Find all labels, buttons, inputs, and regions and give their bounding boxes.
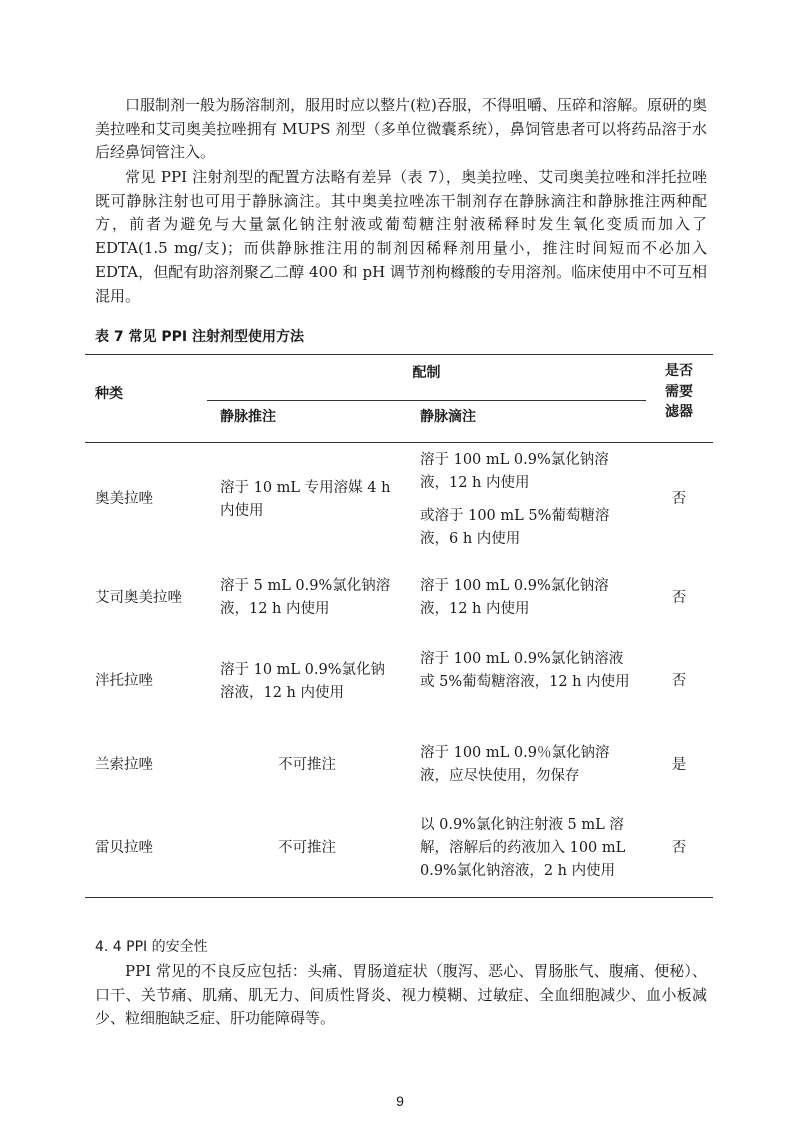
header-preparation: 配制 — [412, 365, 441, 381]
table-row-filter: 否 — [671, 491, 687, 507]
table-row-push: 溶于 10 mL 专用溶媒 4 h 内使用 — [220, 480, 391, 519]
header-filter — [650, 361, 708, 423]
table-bottom-rule — [85, 897, 713, 898]
table-row-drip: 溶于 100 mL 0.9%氯化钠溶液，12 h 内使用 — [420, 452, 609, 491]
table-row-push: 溶于 5 mL 0.9%氯化钠溶液，12 h 内使用 — [220, 578, 391, 617]
table-row-filter: 是 — [671, 757, 687, 773]
paragraph-safety: PPI 常见的不良反应包括：头痛、胃肠道症状（腹泻、恶心、胃肠胀气、腹痛、便秘）、口干、关节痛、肌痛、肌无力、间质性肾炎、视力模糊、过敏症、全血细胞减少、血小板减少、粒细胞缺乏症、肝功能障碍等。 — [95, 962, 707, 1028]
table-prep-subrule — [207, 400, 646, 401]
table-row-push: 不可推注 — [278, 840, 336, 856]
table-row-drip: 以 0.9%氯化钠注射液 5 mL 溶解，溶解后的药液加入 100 mL 0.9%氯化钠溶液，2 h 内使用 — [420, 817, 626, 879]
table-row-filter: 否 — [671, 840, 687, 856]
table-row-kind: 兰索拉唑 — [95, 757, 153, 773]
table-row-drip: 溶于 100 mL 0.9％氯化钠溶液，应尽快使用，勿保存 — [420, 745, 610, 784]
header-kind: 种类 — [95, 386, 123, 402]
header-filter-line2: 需要 — [665, 383, 693, 400]
table-row-kind: 泮托拉唑 — [95, 673, 153, 689]
table-row-push: 溶于 10 mL 0.9%氯化钠溶液，12 h 内使用 — [220, 662, 385, 701]
table-header-rule — [85, 442, 713, 443]
header-iv-push: 静脉推注 — [220, 409, 276, 425]
table-row-kind: 艾司奥美拉唑 — [95, 590, 182, 606]
table-row-drip-alt: 或溶于 100 mL 5%葡萄糖溶液，6 h 内使用 — [420, 508, 610, 547]
page-number: 9 — [396, 1093, 404, 1109]
section-heading: 4. 4 PPI 的安全性 — [95, 939, 208, 955]
table-caption: 表 7 常见 PPI 注射剂型使用方法 — [95, 329, 304, 345]
paragraph-oral-formulation: 口服制剂一般为肠溶制剂，服用时应以整片(粒)吞服，不得咀嚼、压碎和溶解。原研的奥美拉唑和艾司奥美拉唑拥有 MUPS 剂型（多单位微囊系统），鼻饲管患者可以将药品溶于水后经鼻饲管注入。 — [95, 96, 707, 162]
table-top-rule — [85, 354, 713, 355]
table-row-drip: 溶于 100 mL 0.9%氯化钠溶液，12 h 内使用 — [420, 578, 609, 617]
table-row-push: 不可推注 — [278, 757, 336, 773]
header-iv-drip: 静脉滴注 — [420, 409, 476, 425]
header-filter-line3: 滤器 — [665, 404, 693, 420]
table-row-kind: 奥美拉唑 — [95, 491, 153, 507]
table-row-filter: 否 — [671, 590, 687, 606]
table-row-kind: 雷贝拉唑 — [95, 840, 153, 856]
header-filter-line1: 是否 — [665, 363, 693, 379]
table-row-drip: 溶于 100 mL 0.9%氯化钠溶液或 5%葡萄糖溶液，12 h 内使用 — [420, 651, 630, 690]
paragraph-injection-preparation: 常见 PPI 注射剂型的配置方法略有差异（表 7），奥美拉唑、艾司奥美拉唑和泮托拉唑既可静脉注射也可用于静脉滴注。其中奥美拉唑冻干制剂存在静脉滴注和静脉推注两种配方，前者为避免与大量氯化钠注射液或葡萄糖注射液稀释时发生氧化变质而加入了 EDTA(1.5 mg/支)；而供静脉推注用的制剂因稀释剂用量小，推注时间短而不必加入 EDTA，但配有助溶剂聚乙二醇 400 和 pH 调节剂枸橼酸的专用溶剂。临床使用中不可互相混用。 — [95, 168, 707, 305]
table-row-filter: 否 — [671, 673, 687, 689]
